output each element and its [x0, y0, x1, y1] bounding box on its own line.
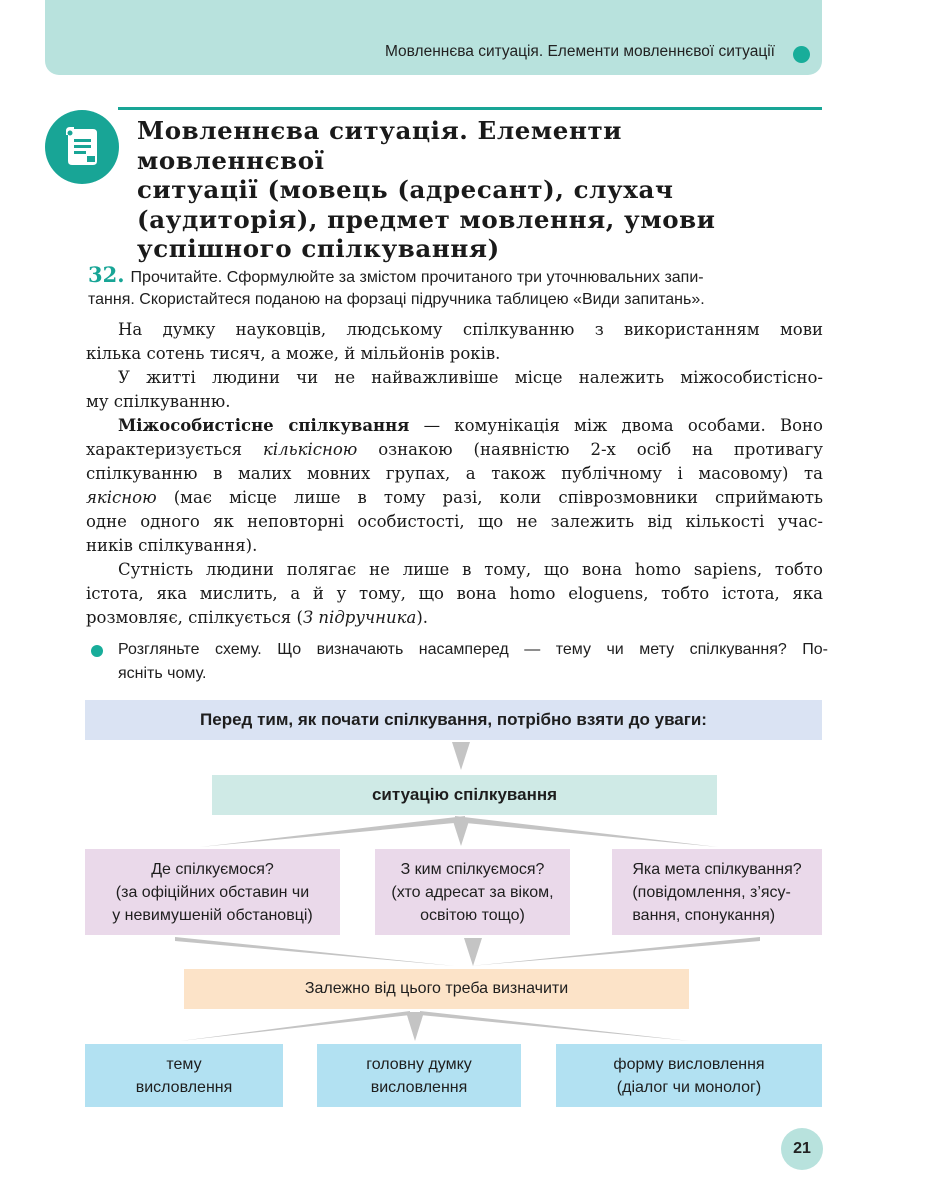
italic-term: кількісною	[262, 440, 358, 459]
italic-term: якісною	[86, 488, 157, 507]
question-detail: у невимушеній обстановці)	[112, 906, 313, 924]
paragraph-line: кілька сотень тисяч, а може, й мільйонів років.	[86, 344, 501, 363]
diagram-situation-box: ситуацію спілкування	[212, 775, 717, 815]
exercise-instruction-line: Прочитайте. Сформулюйте за змістом прочитаного три уточнювальних запи-	[130, 269, 704, 286]
question-detail: (за офіційних обставин чи	[115, 883, 310, 901]
source-reference: З підручника	[302, 608, 417, 627]
paragraph-text: характеризується	[86, 440, 263, 459]
question-detail: вання, спонукання)	[632, 906, 776, 924]
section-title-line: успішного спілкування)	[137, 234, 500, 263]
result-line: висловлення	[135, 1078, 233, 1096]
running-header-title: Мовленнєва ситуація. Елементи мовленнєвої ситуації	[384, 43, 775, 60]
diagram-question-box-goal	[612, 849, 822, 935]
connector-wedge	[200, 816, 465, 847]
connector-wedge	[420, 1011, 690, 1041]
paragraph-text: (має місце лише в тому разі, коли співрозмовники сприймають	[156, 488, 823, 507]
arrow-down-icon	[464, 938, 482, 966]
connector-wedge	[175, 937, 455, 966]
paragraph-line: одне одного як неповторні особистості, що не залежить від кількості учас-	[86, 512, 823, 531]
question-detail: (повідомлення, з’ясу-	[632, 883, 791, 901]
question-title: Яка мета спілкування?	[632, 860, 802, 878]
paragraph-text: ознакою (наявністю 2-х осіб на противагу	[357, 440, 823, 459]
result-line: головну думку	[366, 1055, 472, 1073]
paragraph-line: ників спілкування).	[86, 536, 258, 555]
section-title-line: (аудиторія), предмет мовлення, умови	[137, 204, 716, 234]
paragraph-line: істота, яка мислить, а й у тому, що вона homo eloguens, тобто істота, яка	[86, 584, 823, 603]
question-detail: освітою тощо)	[420, 906, 525, 924]
paragraph-line: На думку науковців, людському спілкуванню з використанням мови	[118, 320, 823, 339]
task-line: ясніть чому.	[118, 665, 207, 682]
result-line: (діалог чи монолог)	[616, 1078, 762, 1096]
arrow-down-icon	[452, 742, 470, 770]
diagram-result-box-main-idea	[317, 1044, 521, 1107]
term-interpersonal-communication: Міжособистісне спілкування	[118, 416, 410, 435]
paragraph-text: — комунікація між двома особами. Воно	[409, 416, 823, 435]
paragraph-text: ).	[416, 608, 429, 627]
diagram-result-box-topic	[85, 1044, 283, 1107]
page-number: 21	[781, 1128, 823, 1170]
connector-wedge	[455, 816, 718, 847]
paragraph-text: розмовляє, спілкується (	[86, 608, 303, 627]
exercise-number: 32.	[88, 262, 125, 287]
diagram-question-box-who	[375, 849, 570, 935]
arrow-down-icon	[452, 818, 470, 846]
connector-wedge	[180, 1011, 410, 1041]
paragraph-line: спілкуванню в малих мовних групах, а також публічному і масовому) та	[86, 464, 823, 483]
arrow-down-icon	[406, 1012, 424, 1041]
result-line: висловлення	[370, 1078, 468, 1096]
diagram-dependency-box: Залежно від цього треба визначити	[184, 969, 689, 1009]
diagram-question-box-where	[85, 849, 340, 935]
task-line: Розгляньте схему. Що визначають насамперед — тему чи мету спілкування? По-	[118, 641, 828, 658]
paragraph-line: му спілкуванню.	[86, 392, 231, 411]
result-line: форму висловлення	[613, 1055, 765, 1073]
question-detail: (хто адресат за віком,	[391, 883, 554, 901]
result-line: тему	[166, 1055, 202, 1073]
question-title: З ким спілкуємося?	[400, 860, 545, 878]
exercise-instruction-line: тання. Скористайтеся поданою на форзаці підручника таблицею «Види запитань».	[88, 291, 705, 308]
connector-wedge	[470, 937, 760, 966]
section-title-line: Мовленнєва ситуація. Елементи мовленнєвої	[137, 116, 623, 175]
section-title-line: ситуації (мовець (адресант), слухач	[137, 175, 674, 204]
diagram-result-box-form	[556, 1044, 822, 1107]
paragraph-line: Сутність людини полягає не лише в тому, що вона homo sapiens, тобто	[118, 560, 823, 579]
diagram-main-box: Перед тим, як почати спілкування, потрібно взяти до уваги:	[85, 700, 822, 740]
question-title: Де спілкуємося?	[151, 860, 274, 878]
paragraph-line: У житті людини чи не найважливіше місце належить міжособистісно-	[118, 368, 823, 387]
